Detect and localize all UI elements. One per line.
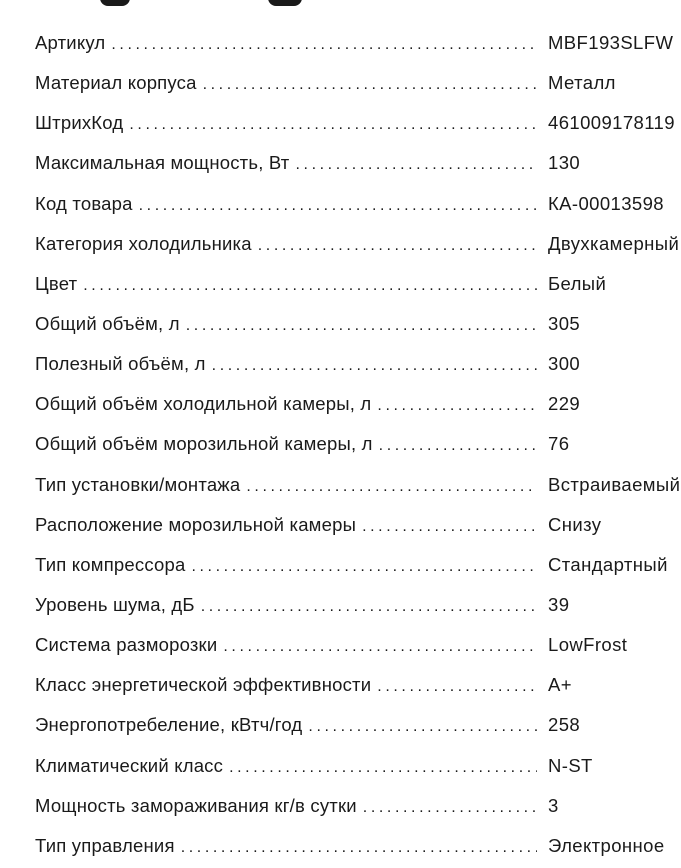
spec-label: Уровень шума, дБ [35,593,195,615]
spec-label-cell [35,103,537,145]
spec-label: Система разморозки [35,634,218,656]
spec-value: 258 [548,714,581,736]
spec-row [35,705,681,745]
spec-row [35,424,681,464]
spec-row [35,384,681,424]
dot-leader [246,467,537,507]
dot-leader [186,306,537,346]
spec-label: Тип установки/монтажа [35,473,241,495]
spec-label: Тип управления [35,834,175,856]
spec-label-cell [35,545,537,587]
spec-row [35,103,681,143]
spec-label-cell [35,304,537,346]
spec-row [35,344,681,384]
spec-value: КА-00013598 [548,192,664,214]
dot-leader [377,386,537,426]
dot-leader [229,748,537,788]
spec-row [35,63,681,103]
dot-leader [203,65,537,105]
spec-value: Снизу [548,513,602,535]
spec-row [35,465,681,505]
spec-row [35,23,681,63]
dot-leader [223,627,537,667]
spec-label: Расположение морозильной камеры [35,513,357,535]
spec-row [35,786,681,826]
dot-leader [308,707,537,747]
spec-row [35,585,681,625]
dot-leader [181,828,537,868]
spec-value: N-ST [548,754,593,776]
spec-value: Двухкамерный [548,232,680,254]
spec-value: Белый [548,272,607,294]
spec-value: Металл [548,72,616,94]
dot-leader [379,426,537,466]
spec-value: 39 [548,593,570,615]
spec-label: Класс энергетической эффективности [35,674,372,696]
spec-row [35,746,681,786]
heading-glyph-fragment [100,0,130,6]
spec-label: Энергопотребеление, кВтч/год [35,714,303,736]
dot-leader [111,25,537,65]
spec-label-cell [35,143,537,185]
spec-value: 76 [548,433,570,455]
heading-glyph-fragment [268,0,302,6]
spec-row [35,826,681,866]
dot-leader [295,145,537,185]
spec-label: Климатический класс [35,754,224,776]
spec-list [35,23,681,866]
spec-row [35,224,681,264]
spec-label-cell [35,665,537,707]
dot-leader [201,587,537,627]
cropped-heading [100,0,340,8]
spec-label-cell [35,746,537,788]
spec-row [35,264,681,304]
spec-row [35,505,681,545]
spec-value: Стандартный [548,553,668,575]
spec-label: Общий объём, л [35,312,180,334]
spec-label: Артикул [35,32,106,53]
spec-value: MBF193SLFW [548,32,674,53]
spec-label-cell [35,625,537,667]
spec-label-cell [35,585,537,627]
dot-leader [212,346,537,386]
spec-label-cell [35,184,537,226]
spec-row [35,143,681,183]
dot-leader [377,667,537,707]
spec-label-cell [35,23,537,65]
spec-label: Общий объём морозильной камеры, л [35,433,373,455]
spec-value: Встраиваемый [548,473,681,495]
spec-row [35,184,681,224]
spec-label-cell [35,786,537,828]
spec-value: 229 [548,393,581,415]
spec-row [35,545,681,585]
spec-row [35,665,681,705]
spec-label-cell [35,505,537,547]
spec-label-cell [35,224,537,266]
dot-leader [191,547,537,587]
spec-label: Полезный объём, л [35,353,206,375]
spec-value: 130 [548,152,581,174]
spec-label-cell [35,384,537,426]
dot-leader [258,226,537,266]
spec-label: Цвет [35,272,78,294]
dot-leader [129,105,537,145]
spec-label-cell [35,465,537,507]
spec-label-cell [35,826,537,868]
spec-label: ШтрихКод [35,112,124,134]
dot-leader [362,507,537,547]
spec-value: Электронное [548,834,665,856]
spec-label-cell [35,705,537,747]
spec-row [35,625,681,665]
spec-value: A+ [548,674,572,696]
spec-value: 300 [548,353,581,375]
spec-label: Категория холодильника [35,232,252,254]
spec-label-cell [35,63,537,105]
spec-value: 461009178119 [548,112,675,134]
spec-value: 3 [548,794,559,816]
spec-label: Тип компрессора [35,553,186,575]
spec-label-cell [35,424,537,466]
spec-label: Общий объём холодильной камеры, л [35,393,372,415]
spec-label: Максимальная мощность, Вт [35,152,290,174]
spec-label: Материал корпуса [35,72,197,94]
dot-leader [83,266,537,306]
dot-leader [363,788,537,828]
spec-label-cell [35,344,537,386]
spec-value: LowFrost [548,634,628,656]
dot-leader [139,186,537,226]
spec-label: Мощность замораживания кг/в сутки [35,794,357,816]
spec-label-cell [35,264,537,306]
spec-value: 305 [548,312,581,334]
spec-label: Код товара [35,192,133,214]
spec-row [35,304,681,344]
